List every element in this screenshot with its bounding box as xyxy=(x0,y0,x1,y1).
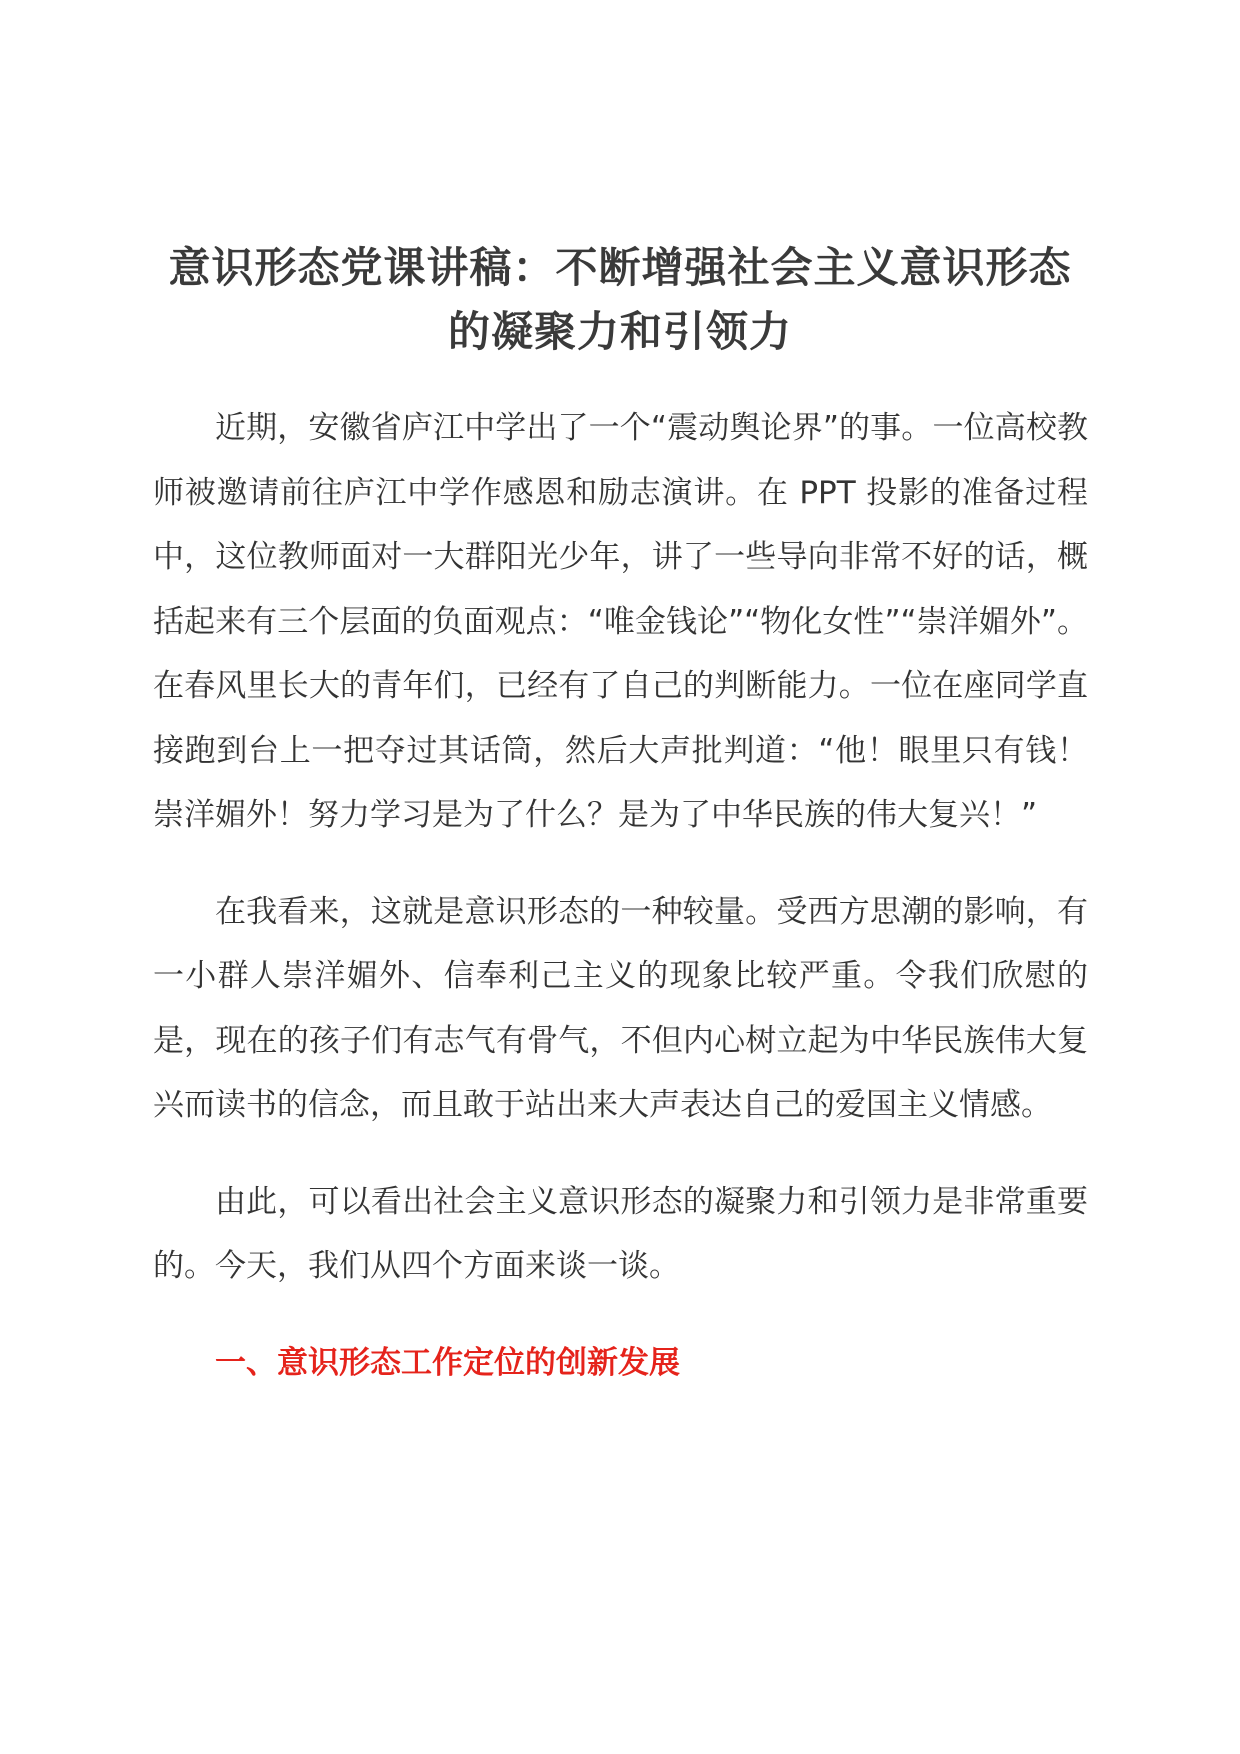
paragraph-analysis: 在我看来，这就是意识形态的一种较量。受西方思潮的影响，有一小群人崇洋媚外、信奉利己主义的现象比较严重。令我们欣慰的是，现在的孩子们有志气有骨气，不但内心树立起为中华民族伟大复兴而读书的信念，而且敢于站出来大声表达自己的爱国主义情感。 xyxy=(153,893,1088,1123)
document-title: 意识形态党课讲稿：不断增强社会主义意识形态的凝聚力和引领力 xyxy=(168,243,1072,356)
document-body xyxy=(153,396,1088,1395)
section-heading-1: 一、意识形态工作定位的创新发展 xyxy=(215,1344,680,1381)
paragraph-transition: 由此，可以看出社会主义意识形态的凝聚力和引领力是非常重要的。今天，我们从四个方面来谈一谈。 xyxy=(153,1183,1088,1284)
paragraph-intro: 近期，安徽省庐江中学出了一个“震动舆论界”的事。一位高校教师被邀请前往庐江中学作感恩和励志演讲。在 PPT 投影的准备过程中，这位教师面对一大群阳光少年，讲了一些导向非常不好的话，概括起来有三个层面的负面观点：“唯金钱论”“物化女性”“崇洋媚外”。在春风里长大的青年们，已经有了自己的判断能力。一位在座同学直接跑到台上一把夺过其话筒，然后大声批判道：“他！眼里只有钱！崇洋媚外！努力学习是为了什么？是为了中华民族的伟大复兴！” xyxy=(153,410,1088,833)
